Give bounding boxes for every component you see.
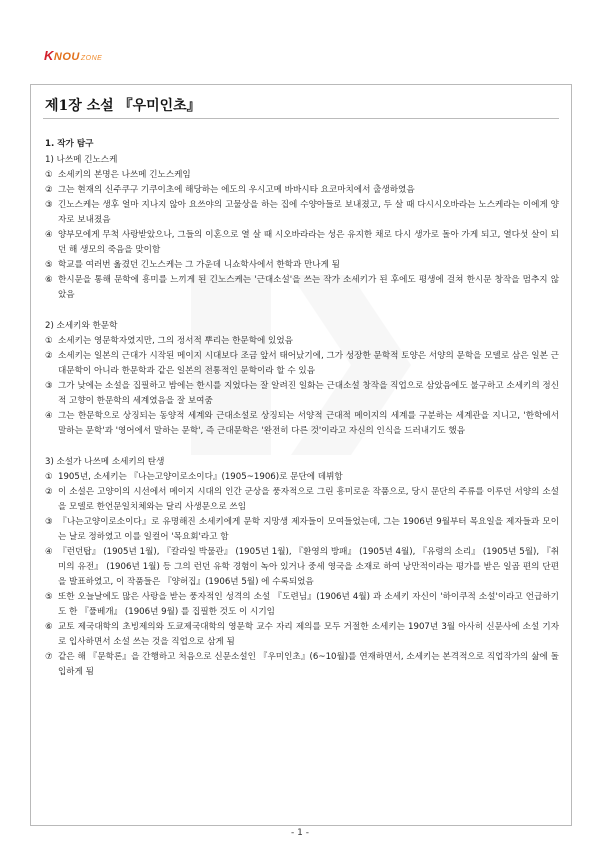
list-item [45,515,559,545]
list-item-text: 1905년, 소세키는 『나는고양이로소이다』(1905~1906)로 문단에 데뷔함 [58,472,343,482]
item-list-1 [45,168,559,303]
list-item-number: ④ [45,547,53,557]
list-item-text: 교토 제국대학의 초빙제의와 도쿄제국대학의 영문학 교수 자리 제의를 모두 거절한 소세키는 1907년 3월 아사히 신문사에 소설 기자로 입사하면서 소설 쓰는 것을 직업으로 삼게 됨 [58,622,559,647]
item-list-3 [45,470,559,680]
list-item-number: ③ [45,381,53,391]
knouzone-logo [44,48,102,63]
section-heading: 1. 작가 탐구 [45,139,94,149]
list-item-number: ① [45,170,53,180]
list-item-text: 이 소설은 고양이의 시선에서 메이지 시대의 인간 군상을 풍자적으로 그린 흥미로운 작품으로, 당시 문단의 주류를 이루던 서양의 소설을 모델로 한언문일치체와는 달리 사생문으로 쓰임 [58,487,559,512]
list-item-text: 『나는고양이로소이다』로 유명해진 소세키에게 문학 지망생 제자들이 모여들었는데, 그는 1906년 9월부터 목요일을 제자들과 모이는 날로 정하였고 이를 일컬어 '목요회'라고 함 [58,517,559,542]
list-item [45,545,559,590]
list-item-number: ④ [45,230,53,240]
list-item [45,168,559,183]
list-item-text: 소세키는 영문학자였지만, 그의 정서적 뿌리는 한문학에 있었음 [58,336,293,346]
list-item-text: 양부모에게 무척 사랑받았으나, 그들의 이혼으로 열 살 때 시오바라라는 성은 유지한 채로 다시 생가로 돌아 가게 되고, 열다섯 살이 되던 해 생모의 죽음을 맞이함 [58,230,559,255]
list-item [45,183,559,198]
list-item-text: 긴노스케는 생후 얼마 지나지 않아 요쓰야의 고물상을 하는 집에 수양아들로 보내졌고, 두 살 때 다시시오바라는 노스케라는 이에게 양자로 보내졌음 [58,200,559,225]
list-item-text: 그는 현재의 신주쿠구 기쿠이초에 해당하는 에도의 우시고메 바바시타 요코마치에서 출생하였음 [58,185,415,195]
list-item-text: 또한 오늘날에도 많은 사랑을 받는 풍자적인 성격의 소설 『도련님』(1906년 4월) 과 소세키 자신이 '하이쿠적 소설'이라고 언급하기도 한 『풀베개』 (1906년 9월) 를 집필한 것도 이 시기임 [58,592,559,617]
list-item-number: ⑦ [45,652,53,662]
list-item [45,590,559,620]
list-item [45,409,559,439]
list-item-number: ② [45,487,53,497]
list-item [45,334,559,349]
list-item [45,379,559,409]
list-item-number: ② [45,351,53,361]
list-item-number: ⑤ [45,260,53,270]
list-item [45,485,559,515]
list-item-number: ⑤ [45,592,53,602]
chapter-title: 제1장 소설 『우미인초』 [45,98,201,114]
list-item [45,470,559,485]
list-item-text: 그가 낮에는 소설을 집필하고 밤에는 한시를 지었다는 잘 알려진 일화는 근대소설 창작을 직업으로 삼았음에도 불구하고 소세키의 정신적 고향이 한문학의 세계였음을 잘 보여줌 [58,381,559,406]
list-item [45,349,559,379]
list-item-text: 『런던탑』 (1905년 1월), 『칼라일 박물관』 (1905년 1월), 『환영의 방패』 (1905년 4월), 『유령의 소리』 (1905년 5월), 『취미의 유전』 (1906년 1월) 등 그의 런던 유학 경험이 녹아 있거나 중세 영국을 소재로 하여 낭만적이라는 평가를 받은 일곱 편의 단편을 발표하였고, 이 작품들은 『양허집』(1906년 5월) 에 수록되었음 [58,547,559,587]
logo-zone: ZONE [80,55,103,62]
list-item [45,258,559,273]
list-item-text: 학교를 여러번 옮겼던 긴노스케는 그 가운데 니쇼학사에서 한학과 만나게 됨 [58,260,340,270]
list-item-number: ② [45,185,53,195]
list-item-number: ⑥ [45,275,53,285]
list-item-number: ① [45,336,53,346]
list-item-text: 소세키의 본명은 나쓰메 긴노스케임 [58,170,191,180]
list-item [45,228,559,258]
list-item-text: 그는 한문학으로 상징되는 동양적 세계와 근대소설로 상징되는 서양적 근대적 메이지의 세계를 구분하는 세계관을 지니고, '한학에서 말하는 문학'과 '영어에서 말하는 문학', 즉 근대문학은 '완전히 다른 것'이라고 자신의 인식을 드러내기도 했음 [58,411,559,436]
list-item [45,198,559,228]
title-divider [43,118,559,119]
logo-nou: NOU [53,51,80,63]
list-item-number: ④ [45,411,53,421]
list-item-text: 같은 해 『문학론』을 간행하고 처음으로 신문소설인 『우미인초』(6~10월)를 연재하면서, 소세키는 본격적으로 직업작가의 삶에 돌입하게 됨 [58,652,559,677]
list-item-number: ① [45,472,53,482]
list-item [45,273,559,303]
page-content-box [30,84,572,826]
logo-k: K [44,48,54,63]
subsection-title: 2) 소세키와 한문학 [45,321,118,331]
list-item-text: 한시문을 통해 문학에 흥미를 느끼게 된 긴노스케는 '근대소설'을 쓰는 작가 소세키가 된 후에도 평생에 걸쳐 한시문 창작을 멈추지 않았음 [58,275,559,300]
page-number: - 1 - [291,828,309,838]
list-item-number: ⑥ [45,622,53,632]
document-body [45,137,559,680]
list-item-number: ③ [45,517,53,527]
item-list-2 [45,334,559,439]
list-item [45,650,559,680]
list-item-text: 소세키는 일본의 근대가 시작된 메이지 시대보다 조금 앞서 태어났기에, 그가 성장한 문학적 토양은 서양의 문학을 모델로 삼은 일본 근대문학이 아니라 한문학과 같은 일본의 전통적인 문학이라 할 수 있음 [58,351,559,376]
list-item [45,620,559,650]
list-item-number: ③ [45,200,53,210]
subsection-title: 3) 소설가 나쓰메 소세키의 탄생 [45,457,165,467]
subsection-title: 1) 나쓰메 긴노스케 [45,155,118,165]
